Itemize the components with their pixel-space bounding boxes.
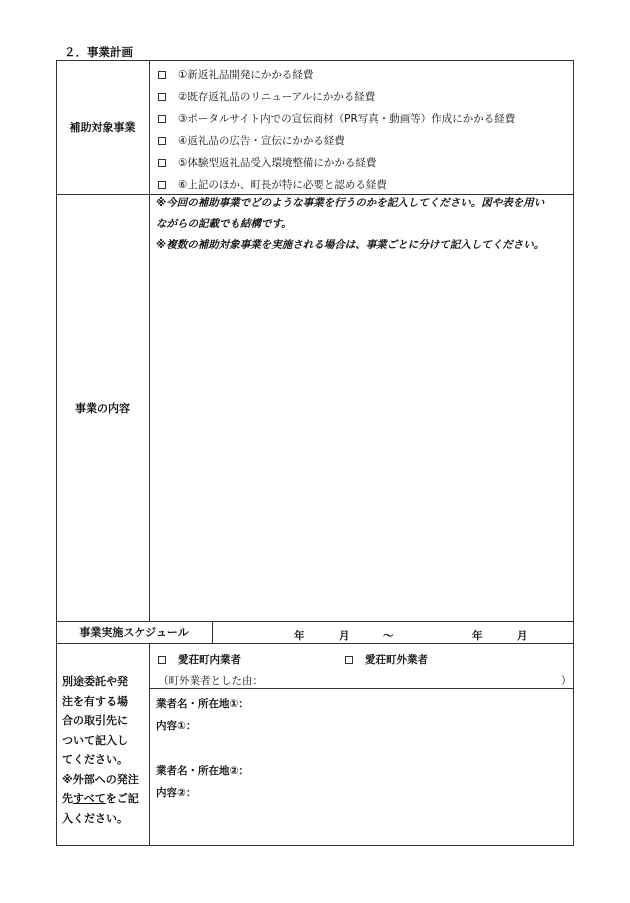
option-label: ①新返礼品開発にかかる経費	[178, 69, 314, 81]
option-2[interactable]	[158, 89, 375, 104]
checkbox-icon[interactable]	[158, 93, 166, 101]
note-line: 別途委託や発	[62, 675, 128, 688]
option-6[interactable]	[158, 177, 387, 192]
option-4[interactable]	[158, 133, 345, 148]
column-divider	[212, 621, 213, 643]
note-line: 注を有する場	[62, 694, 128, 708]
emphasis-all: すべて	[73, 792, 106, 805]
instruction-line: ※複数の補助対象事業を実施される場合は、事業ごとに分けて記入してください。	[156, 239, 545, 251]
reason-close: ）	[561, 675, 572, 687]
checkbox-icon[interactable]	[158, 656, 166, 664]
schedule-year-start: 年	[294, 630, 305, 642]
note-line: 合の取引先に	[62, 714, 128, 727]
column-divider	[149, 643, 150, 846]
column-divider	[149, 60, 150, 621]
note-line: 入ください。	[62, 811, 128, 825]
checkbox-icon[interactable]	[158, 115, 166, 123]
vendor-1-name: 業者名・所在地①：	[156, 698, 249, 710]
content-textarea[interactable]	[152, 260, 570, 618]
section-title: ２．事業計画	[64, 45, 133, 59]
option-1[interactable]	[158, 67, 313, 82]
vendor-2-detail: 内容②：	[156, 787, 197, 799]
checkbox-icon[interactable]	[158, 71, 166, 79]
instruction-line: ※今回の補助事業でどのような事業を行うのかを記入してください。図や表を用い	[156, 197, 545, 209]
checkbox-icon[interactable]	[158, 137, 166, 145]
target-label: 補助対象事業	[69, 121, 136, 134]
option-label: ⑥上記のほか、町長が特に必要と認める経費	[178, 179, 387, 191]
checkbox-icon[interactable]	[345, 656, 353, 664]
option-label: ②既存返礼品のリニューアルにかかる経費	[178, 91, 376, 103]
checkbox-icon[interactable]	[158, 181, 166, 189]
schedule-year-end: 年	[472, 630, 483, 642]
content-instructions	[156, 193, 570, 256]
note-line: ついて記入し	[62, 733, 128, 747]
instruction-line: ながらの記載でも結構です。	[156, 218, 292, 230]
vendor-2-name: 業者名・所在地②：	[156, 765, 249, 777]
checkbox-icon[interactable]	[158, 159, 166, 167]
row-divider	[149, 688, 574, 689]
row-divider	[56, 643, 574, 644]
option-label: ③ポータルサイト内での宣伝商材（PR写真・動画等）作成にかかる経費	[178, 113, 516, 125]
vendor-instructions	[62, 672, 148, 828]
in-town-option[interactable]: 愛荘町内業者	[158, 652, 241, 667]
schedule-tilde: ～	[383, 630, 394, 642]
out-town-option[interactable]: 愛荘町外業者	[345, 652, 428, 667]
option-label: ⑤体験型返礼品受入環境整備にかかる経費	[178, 157, 377, 169]
option-3[interactable]	[158, 111, 515, 126]
note-line: 先すべてをご記	[62, 792, 139, 805]
schedule-label: 事業実施スケジュール	[79, 626, 189, 639]
option-label: ④返礼品の広告・宣伝にかかる経費	[178, 135, 345, 147]
vendor-1-detail: 内容①：	[156, 720, 197, 732]
schedule-month-start: 月	[339, 630, 350, 642]
schedule-month-end: 月	[517, 630, 528, 642]
note-line: てください。	[62, 753, 128, 766]
content-label: 事業の内容	[75, 401, 130, 415]
reason-label: （町外業者とした由：	[158, 675, 263, 687]
note-line: ※外部への発注	[62, 772, 139, 786]
option-5[interactable]	[158, 155, 376, 170]
